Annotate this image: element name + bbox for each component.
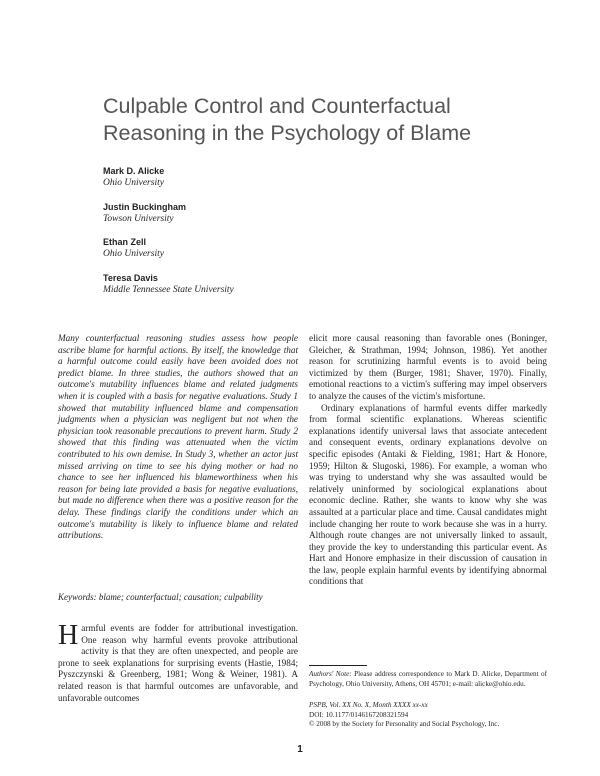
publication-info (309, 701, 547, 730)
authors-note-label: Authors' Note: (309, 670, 352, 678)
author-affiliation: Towson University (103, 213, 174, 224)
body-paragraph: elicit more causal reasoning than favorable ones (Boninger, Gleicher, & Strathman, 1994; Johnson, 1986). Yet another reason for scrutinizing harmful events is to avoid being victimized by them (Burger, 1981; Shaver, 1970). Finally, emotional reactions to a victim's suffering may impel observers to analyze the causes of the victim's misfortune. (309, 333, 547, 401)
title-line-1: Culpable Control and Counterfactual (103, 94, 451, 118)
journal-line: PSPB, Vol. XX No. X, Month XXXX xx-xx (309, 701, 428, 709)
footnote-rule (309, 665, 367, 666)
intro-text: armful events are fodder for attributional investigation. One reason why harmful events provoke attributional activity is that they are often unexpected, and people are prone to seek explanations for surprising events (Hastie, 1984; Pyszczynski & Greenberg, 1981; Wong & Weiner, 1981). A related reason is that harmful outcomes are unfavorable, and unfavorable outcomes (58, 623, 298, 703)
authors-note (309, 670, 547, 689)
author-affiliation: Ohio University (103, 178, 164, 188)
author-block (103, 272, 503, 296)
body-paragraph: Ordinary explanations of harmful events differ markedly from formal scientific explanations. Whereas scientific explanations identify universal laws that associate antecedent and consequent events, ordinary explanations devolve on specific episodes (Antaki & Fielding, 1981; Hart & Honore, 1959; Hilton & Slugoski, 1986). For example, a woman who was trying to understand why she was assaulted would be relatively uninformed by sociological explanations about economic decline. Rather, she wants to know why she was assaulted at a particular place and time. Causal candidates might include changing her route to work because she was in a hurry. Although route changes are not universally linked to assault, they provide the key to understanding this particular event. As Hart and Honore emphasize in their discussion of causation in the law, people explain harmful events by identifying abnormal conditions that (309, 402, 547, 587)
author-block (103, 201, 503, 225)
author-list (103, 165, 503, 307)
doi-line: DOI: 10.1177/0146167208321594 (309, 710, 409, 719)
author-affiliation: Middle Tennessee State University (103, 284, 234, 295)
author-name: Teresa Davis (103, 272, 158, 283)
intro-paragraph (58, 620, 298, 704)
right-column (309, 333, 547, 588)
author-block (103, 236, 503, 260)
page-number: 1 (297, 744, 303, 755)
author-name: Ethan Zell (103, 237, 147, 247)
author-name: Mark D. Alicke (103, 166, 165, 176)
keywords (58, 591, 298, 603)
author-name: Justin Buckingham (103, 201, 187, 212)
keywords-label: Keywords: (58, 592, 97, 602)
drop-cap: H (58, 620, 79, 651)
author-block (103, 165, 503, 189)
authors-note-text: Please address correspondence to Mark D. Alicke, Department of Psychology, Ohio University, Athens, OH 45701; e-mail: alicke@ohio.edu. (309, 670, 548, 688)
title-line-2: Reasoning in the Psychology of Blame (103, 121, 472, 145)
paper-title (103, 93, 563, 147)
author-affiliation: Ohio University (103, 249, 164, 259)
copyright-line: © 2008 by the Society for Personality and Social Psychology, Inc. (309, 720, 500, 729)
abstract: Many counterfactual reasoning studies assess how people ascribe blame for harmful actions. By itself, the knowledge that a harmful outcome could easily have been avoided does not predict blame. In three studies, the authors showed that an outcome's mutability influences blame and related judgments when it is coupled with a basis for negative evaluations. Study 1 showed that mutability influenced blame and compensation judgments when a physician was negligent but not when the physician took reasonable precautions to prevent harm. Study 2 showed that this finding was attenuated when the victim contributed to his own demise. In Study 3, whether an actor just missed arriving on time to see his dying mother or had no chance to see her influenced his blameworthiness when his reason for being late provided a basis for negative evaluations, but made no difference when there was a positive reason for the delay. These findings clarify the conditions under which an outcome's mutability is likely to influence blame and related attributions. (58, 333, 298, 541)
keywords-text: blame; counterfactual; causation; culpability (98, 592, 263, 602)
